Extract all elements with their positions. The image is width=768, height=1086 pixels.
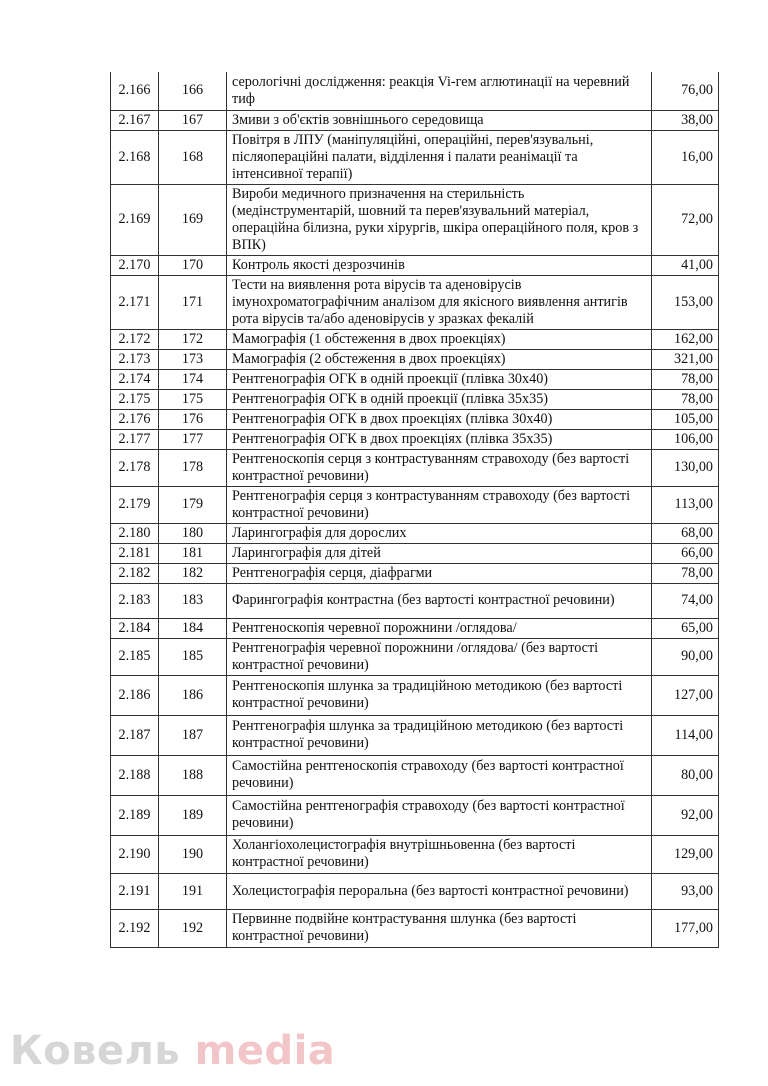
row-price: 16,00 xyxy=(652,130,719,184)
row-price: 78,00 xyxy=(652,369,719,389)
row-price: 321,00 xyxy=(652,349,719,369)
table-row xyxy=(111,638,719,675)
row-number: 167 xyxy=(159,110,227,130)
table-row xyxy=(111,715,719,755)
row-description: Тести на виявлення рота вірусів та аденовірусів імунохроматографічним аналізом для якісного виявлення антигів рота вірусів та/або аденовірусів у зразках фекалій xyxy=(227,275,652,329)
row-code: 2.168 xyxy=(111,130,159,184)
row-number: 181 xyxy=(159,543,227,563)
row-code: 2.174 xyxy=(111,369,159,389)
row-price: 129,00 xyxy=(652,835,719,873)
table-row xyxy=(111,675,719,715)
row-price: 162,00 xyxy=(652,329,719,349)
row-number: 185 xyxy=(159,638,227,675)
row-code: 2.181 xyxy=(111,543,159,563)
row-price: 38,00 xyxy=(652,110,719,130)
row-code: 2.179 xyxy=(111,486,159,523)
row-price: 114,00 xyxy=(652,715,719,755)
table-row xyxy=(111,486,719,523)
row-number: 176 xyxy=(159,409,227,429)
row-code: 2.170 xyxy=(111,255,159,275)
row-description: Самостійна рентгенографія стравоходу (без вартості контрастної речовини) xyxy=(227,795,652,835)
table-row xyxy=(111,755,719,795)
row-price: 66,00 xyxy=(652,543,719,563)
row-number: 179 xyxy=(159,486,227,523)
row-price: 130,00 xyxy=(652,449,719,486)
row-number: 173 xyxy=(159,349,227,369)
row-price: 74,00 xyxy=(652,583,719,618)
row-number: 168 xyxy=(159,130,227,184)
row-number: 183 xyxy=(159,583,227,618)
row-description: Рентгенографія шлунка за традиційною методикою (без вартості контрастної речовини) xyxy=(227,715,652,755)
row-price: 90,00 xyxy=(652,638,719,675)
row-code: 2.189 xyxy=(111,795,159,835)
row-number: 166 xyxy=(159,72,227,110)
table-row xyxy=(111,909,719,947)
row-code: 2.185 xyxy=(111,638,159,675)
row-number: 188 xyxy=(159,755,227,795)
row-number: 192 xyxy=(159,909,227,947)
row-code: 2.187 xyxy=(111,715,159,755)
row-number: 174 xyxy=(159,369,227,389)
row-description: Рентгенографія ОГК в одній проекції (плівка 30х40) xyxy=(227,369,652,389)
row-price: 78,00 xyxy=(652,563,719,583)
row-description: Первинне подвійне контрастування шлунка (без вартості контрастної речовини) xyxy=(227,909,652,947)
row-price: 113,00 xyxy=(652,486,719,523)
row-code: 2.173 xyxy=(111,349,159,369)
table-row xyxy=(111,563,719,583)
row-code: 2.186 xyxy=(111,675,159,715)
row-description: Мамографія (1 обстеження в двох проекціях) xyxy=(227,329,652,349)
row-code: 2.191 xyxy=(111,873,159,909)
row-description: Рентгенографія серця, діафрагми xyxy=(227,563,652,583)
row-code: 2.188 xyxy=(111,755,159,795)
row-description: Мамографія (2 обстеження в двох проекціях) xyxy=(227,349,652,369)
table-row xyxy=(111,835,719,873)
row-description: Вироби медичного призначення на стерильність (медінструментарій, шовний та перев'язувальний матеріал, операційна білизна, руки хірургів, шкіра операційного поля, кров з ВПК) xyxy=(227,184,652,255)
row-description: Ларингографія для дітей xyxy=(227,543,652,563)
row-price: 92,00 xyxy=(652,795,719,835)
row-number: 182 xyxy=(159,563,227,583)
row-code: 2.169 xyxy=(111,184,159,255)
table-row xyxy=(111,618,719,638)
row-price: 72,00 xyxy=(652,184,719,255)
row-code: 2.178 xyxy=(111,449,159,486)
table-row xyxy=(111,275,719,329)
row-description: Ларингографія для дорослих xyxy=(227,523,652,543)
row-number: 187 xyxy=(159,715,227,755)
table-row xyxy=(111,110,719,130)
row-price: 68,00 xyxy=(652,523,719,543)
price-table xyxy=(110,72,719,948)
table-row xyxy=(111,184,719,255)
row-price: 41,00 xyxy=(652,255,719,275)
table-row xyxy=(111,369,719,389)
row-price: 177,00 xyxy=(652,909,719,947)
table-row xyxy=(111,130,719,184)
row-code: 2.175 xyxy=(111,389,159,409)
row-description: Повітря в ЛПУ (маніпуляційні, операційні, перев'язувальні, післяопераційні палати, відділення і палати реанімації та інтенсивної терапії) xyxy=(227,130,652,184)
row-price: 78,00 xyxy=(652,389,719,409)
row-price: 105,00 xyxy=(652,409,719,429)
row-description: Рентгенографія ОГК в двох проекціях (плівка 30х40) xyxy=(227,409,652,429)
row-code: 2.180 xyxy=(111,523,159,543)
row-number: 186 xyxy=(159,675,227,715)
row-code: 2.192 xyxy=(111,909,159,947)
row-number: 177 xyxy=(159,429,227,449)
row-description: Змиви з об'єктів зовнішнього середовища xyxy=(227,110,652,130)
row-number: 191 xyxy=(159,873,227,909)
row-description: Рентгенографія ОГК в двох проекціях (плівка 35х35) xyxy=(227,429,652,449)
row-description: Контроль якості дезрозчинів xyxy=(227,255,652,275)
row-number: 184 xyxy=(159,618,227,638)
row-number: 190 xyxy=(159,835,227,873)
table-row xyxy=(111,255,719,275)
row-description: Холангіохолецистографія внутрішньовенна (без вартості контрастної речовини) xyxy=(227,835,652,873)
row-price: 65,00 xyxy=(652,618,719,638)
row-price: 80,00 xyxy=(652,755,719,795)
row-number: 180 xyxy=(159,523,227,543)
price-table-body xyxy=(111,72,719,947)
row-description: серологічні дослідження: реакція Vi-гем аглютинації на черевний тиф xyxy=(227,72,652,110)
row-description: Рентгенографія черевної порожнини /оглядова/ (без вартості контрастної речовини) xyxy=(227,638,652,675)
watermark-text-media: media xyxy=(194,1028,336,1074)
table-row xyxy=(111,873,719,909)
table-row xyxy=(111,795,719,835)
row-code: 2.190 xyxy=(111,835,159,873)
row-price: 106,00 xyxy=(652,429,719,449)
row-number: 172 xyxy=(159,329,227,349)
row-price: 76,00 xyxy=(652,72,719,110)
table-row xyxy=(111,583,719,618)
table-row xyxy=(111,543,719,563)
row-code: 2.177 xyxy=(111,429,159,449)
row-code: 2.171 xyxy=(111,275,159,329)
row-number: 175 xyxy=(159,389,227,409)
table-row xyxy=(111,329,719,349)
row-description: Рентгенографія серця з контрастуванням стравоходу (без вартості контрастної речовини) xyxy=(227,486,652,523)
row-description: Рентгеноскопія черевної порожнини /оглядова/ xyxy=(227,618,652,638)
row-price: 153,00 xyxy=(652,275,719,329)
row-price: 127,00 xyxy=(652,675,719,715)
row-price: 93,00 xyxy=(652,873,719,909)
table-row xyxy=(111,523,719,543)
row-number: 178 xyxy=(159,449,227,486)
table-row xyxy=(111,429,719,449)
table-row xyxy=(111,72,719,110)
row-description: Рентгеноскопія серця з контрастуванням стравоходу (без вартості контрастної речовини) xyxy=(227,449,652,486)
row-code: 2.182 xyxy=(111,563,159,583)
row-code: 2.183 xyxy=(111,583,159,618)
table-row xyxy=(111,349,719,369)
row-description: Рентгенографія ОГК в одній проекції (плівка 35х35) xyxy=(227,389,652,409)
row-description: Рентгеноскопія шлунка за традиційною методикою (без вартості контрастної речовини) xyxy=(227,675,652,715)
row-number: 189 xyxy=(159,795,227,835)
row-description: Самостійна рентгеноскопія стравоходу (без вартості контрастної речовини) xyxy=(227,755,652,795)
watermark-text-kovel: Ковель xyxy=(10,1028,181,1074)
row-number: 169 xyxy=(159,184,227,255)
row-code: 2.176 xyxy=(111,409,159,429)
row-description: Фарингографія контрастна (без вартості контрастної речовини) xyxy=(227,583,652,618)
row-number: 170 xyxy=(159,255,227,275)
table-row xyxy=(111,449,719,486)
table-row xyxy=(111,409,719,429)
row-number: 171 xyxy=(159,275,227,329)
row-code: 2.184 xyxy=(111,618,159,638)
row-code: 2.167 xyxy=(111,110,159,130)
row-description: Холецистографія пероральна (без вартості контрастної речовини) xyxy=(227,873,652,909)
watermark-logo xyxy=(10,1028,335,1074)
row-code: 2.166 xyxy=(111,72,159,110)
table-row xyxy=(111,389,719,409)
row-code: 2.172 xyxy=(111,329,159,349)
